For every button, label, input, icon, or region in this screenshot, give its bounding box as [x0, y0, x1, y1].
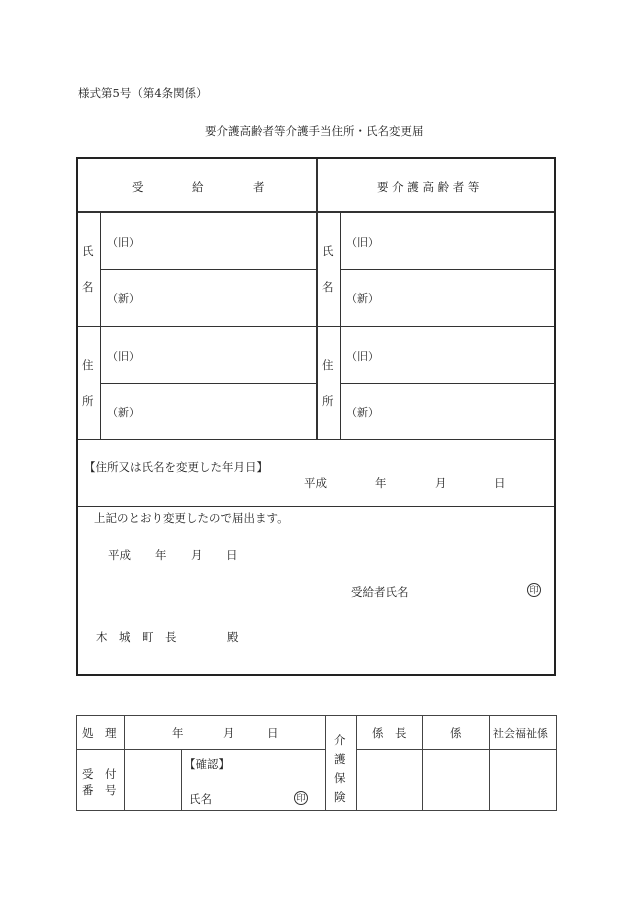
name-row-divider-right	[340, 269, 554, 270]
address-row-divider-right	[340, 383, 554, 384]
col-divider-6	[489, 715, 490, 811]
declaration-text: 上記のとおり変更したので届出ます。	[94, 511, 289, 525]
left-label-divider	[100, 212, 101, 439]
elderly-old-address-label: （旧）	[346, 350, 379, 363]
col-divider-5	[422, 715, 423, 811]
elderly-address-label-char-2: 所	[322, 394, 334, 408]
col-divider-1	[124, 715, 125, 811]
elderly-address-label-char-1: 住	[322, 358, 334, 372]
recipient-header-char-3: 者	[253, 180, 265, 194]
declaration-day: 日	[226, 548, 238, 562]
elderly-header: 要 介 護 高 齢 者 等	[377, 180, 480, 194]
col-divider-3	[325, 715, 326, 811]
change-date-day: 日	[494, 476, 506, 490]
recipient-new-address-label: （新）	[107, 406, 140, 419]
office-use-table	[76, 715, 557, 811]
declaration-divider	[78, 506, 554, 507]
name-label-char-2: 名	[82, 280, 94, 294]
confirm-label: 【確認】	[184, 757, 230, 771]
welfare-label: 社会福祉係	[493, 727, 548, 740]
care-insurance-char-3: 保	[334, 771, 346, 785]
declaration-month: 月	[191, 548, 203, 562]
declaration-year: 年	[155, 548, 167, 562]
change-date-month: 月	[435, 476, 447, 490]
processing-label: 処 理	[82, 726, 117, 740]
declaration-era: 平成	[108, 548, 131, 562]
receipt-label-line-1: 受 付	[82, 767, 117, 781]
right-label-divider	[340, 212, 341, 439]
care-insurance-char-2: 護	[334, 752, 346, 766]
address-label-char-2: 所	[82, 394, 94, 408]
processing-month: 月	[223, 726, 235, 740]
form-reference: 様式第5号（第4条関係）	[78, 86, 208, 100]
address-row-divider-left	[100, 383, 317, 384]
table-left-border	[76, 715, 77, 811]
change-date-year: 年	[375, 476, 387, 490]
table-top-border	[76, 715, 557, 716]
elderly-new-address-label: （新）	[346, 406, 379, 419]
elderly-old-name-label: （旧）	[346, 236, 379, 249]
row-divider-left	[76, 749, 325, 750]
care-insurance-char-4: 険	[334, 790, 346, 804]
name-label-char-1: 氏	[82, 244, 94, 258]
elderly-new-name-label: （新）	[346, 292, 379, 305]
recipient-header-char-1: 受	[132, 180, 144, 194]
elderly-name-label-char-1: 氏	[322, 244, 334, 258]
col-divider-2	[181, 749, 182, 811]
signer-name-label: 受給者氏名	[351, 585, 409, 599]
recipient-old-name-label: （旧）	[107, 236, 140, 249]
col-divider-4	[356, 715, 357, 811]
address-label-char-1: 住	[82, 358, 94, 372]
date-section-divider	[78, 439, 554, 440]
recipient-header-char-2: 給	[192, 180, 204, 194]
table-bottom-border	[76, 810, 557, 811]
honorific: 殿	[227, 630, 239, 644]
name-row-divider-left	[100, 269, 317, 270]
confirm-seal-mark: 印	[294, 791, 308, 805]
signer-seal-mark: 印	[527, 583, 541, 597]
change-date-era: 平成	[304, 476, 327, 490]
processing-day: 日	[267, 726, 279, 740]
care-insurance-char-1: 介	[334, 733, 346, 747]
row-divider-right	[356, 749, 557, 750]
addressee: 木 城 町 長	[96, 630, 177, 644]
form-title: 要介護高齢者等介護手当住所・氏名変更届	[205, 124, 424, 138]
confirm-name-label: 氏名	[189, 792, 212, 806]
recipient-old-address-label: （旧）	[107, 350, 140, 363]
chief-label: 係 長	[372, 726, 407, 740]
change-date-label: 【住所又は氏名を変更した年月日】	[84, 460, 268, 474]
main-form	[76, 157, 556, 676]
receipt-label-line-2: 番 号	[82, 783, 117, 797]
processing-year: 年	[172, 726, 184, 740]
staff-label: 係	[450, 726, 462, 740]
elderly-name-label-char-2: 名	[322, 280, 334, 294]
recipient-new-name-label: （新）	[107, 292, 140, 305]
table-right-border	[556, 715, 557, 811]
center-divider	[316, 159, 318, 439]
